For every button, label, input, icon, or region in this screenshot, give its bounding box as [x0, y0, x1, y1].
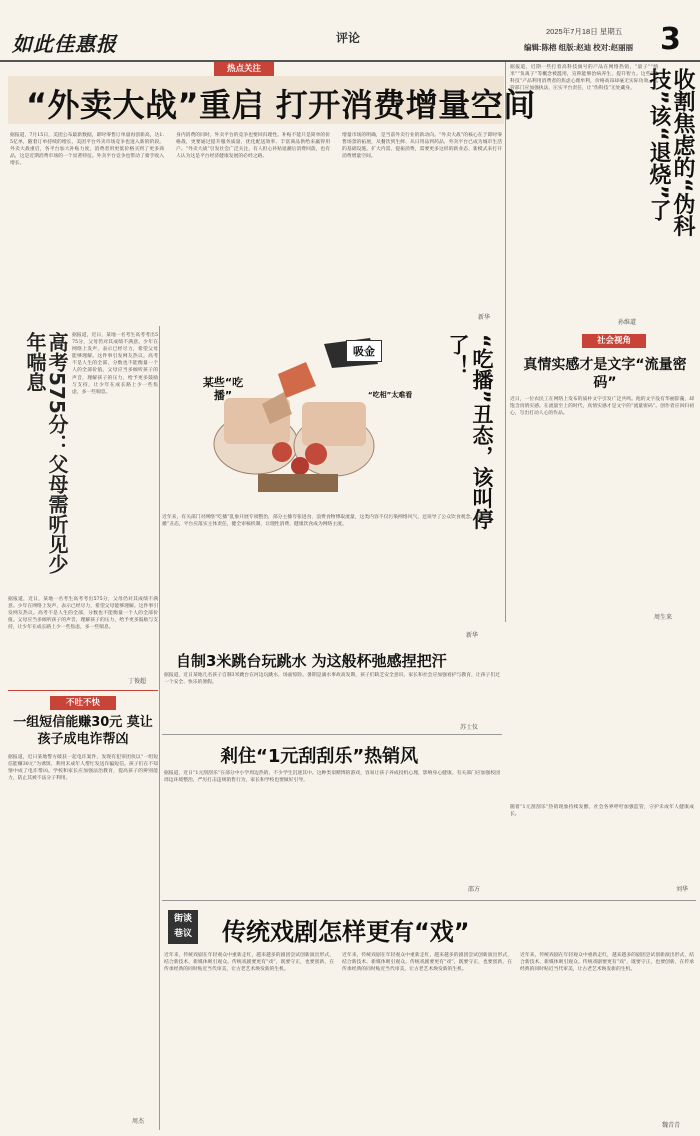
scratch-byline: 邵方 [468, 886, 481, 893]
fraud-top-rule [8, 690, 158, 691]
kicker-label: 热点关注 [226, 64, 261, 74]
scratch-top-rule [162, 734, 502, 735]
side-text: 据报道，近期一些打着高科技旗号的产品在网络热销，“量子”“纳米”“负离子”等概念被滥用，宣称能够治病养生、提升智力。这些“伪科技”产品利用消费者的焦虑心理牟利，价格高昂却毫无实际功效。监管部门应加强执法，压实平台责任，让“伪科技”无处藏身。 [510, 65, 658, 92]
side-column [508, 62, 696, 330]
page-number: 3 [660, 22, 681, 57]
opera-kicker [168, 910, 198, 944]
social-kicker: 社会视角 [582, 334, 646, 348]
jump-text: 据报道，近日某地几名孩子自制3米跳台在河边玩跳水，场面惊险。暑期是溺水事故高发期，孩子们缺乏安全意识，家长和社会应加强看护与教育，让孩子们过一个安全、快乐的暑假。 [164, 673, 500, 686]
opera-text-2: 近年来，传统戏剧在年轻观众中重新走红，越来越多的剧团尝试创新演出形式，结合新技术、新媒体吸引观众。传统戏剧要更有“戏”，既要守正，也要创新，在传承经典的同时贴近当代审美，让古老艺术焕发新的生机。 [342, 953, 512, 973]
gaokao-story [8, 326, 158, 686]
short-note-text: 随着“1元刮刮乐”热销现象持续发酵，社会各界呼吁加强监管，守护未成年人健康成长。 [510, 805, 694, 818]
cartoon-caption: 近年来，有关部门对网络“吃播”乱象开展专项整治，部分主播夸张进食、浪费食物博取流量，这类内容不仅污染网络风气，还误导了公众饮食观念。遏制“吃播”丑态，平台应落实主体责任，健全审核机制，让理性消费、健康饮食成为网络主流。 [162, 515, 492, 528]
gaokao-headline: 高考575分：父母需听见少年喘息 [23, 332, 69, 574]
opera-text-1: 近年来，传统戏剧在年轻观众中重新走红，越来越多的剧团尝试创新演出形式，结合新技术、新媒体吸引观众。传统戏剧要更有“戏”，既要守正，也要创新，在传承经典的同时贴近当代审美，让古老艺术焕发新的生机。 [164, 953, 334, 973]
lead-column-2: 身内消费的同时，外卖平台的竞争也要回归理性。补贴不能只是简单的价格战，更要通过提升服务质量、优化配送效率、丰富商品供给来赢得用户。“外卖大战”引发社会广泛关注，有人担心补贴退潮后消费回落，也有人认为这是平台经济健康发展的必经之路。 [176, 133, 330, 160]
cartoon-illustration [174, 334, 428, 506]
issue-date [546, 26, 622, 37]
cartoon-title: “吃播”丑态，该叫停了！ [446, 334, 494, 530]
section-name: 评论 [336, 31, 361, 45]
scratch-text: 据报道，近日“1元刮刮乐”在部分中小学周边热销，不少学生沉迷其中。这种类似赌博的游戏，容易让孩子养成投机心理，影响身心健康。有关部门应加强校园周边环境整治，严厉打击违规销售行为，家长和学校也要做好引导。 [164, 771, 500, 784]
cartoon-right-label: “吃相”太难看 [368, 391, 413, 399]
fraud-byline: 周杰 [132, 1118, 145, 1125]
gaokao-text: 据报道，近日，某地一名考生高考考出575分，父母仍对其成绩不满意。少年在网络上发声，表示已经尽力，希望父母能够理解。这件事引发网友热议。高考不是人生的全部，分数也不能衡量一个人的全部价值。父母应当多倾听孩子的声音，理解孩子的压力，给予更多鼓励与支持，让少年在成长路上少一些焦虑，多一些喘息。 [72, 333, 158, 395]
short-note-byline: 刘华 [676, 886, 689, 893]
kicker-box [214, 62, 274, 76]
date: 2025年7月18日 [546, 27, 598, 36]
lead-story [8, 62, 536, 324]
fraud-kicker: 不吐不快 [50, 696, 116, 710]
lead-byline: 新华 [478, 314, 491, 321]
jump-headline: 自制3米跳台玩跳水 为这般杯弛感捏把汗 [176, 652, 447, 670]
gaokao-text-continued: 据报道，近日，某地一名考生高考考出575分，父母仍对其成绩不满意。少年在网络上发声，表示已经尽力，希望父母能够理解。这件事引发网友热议。高考不是人生的全部，分数也不能衡量一个人的全部价值。父母应当多倾听孩子的声音，理解孩子的压力，给予更多鼓励与支持，让少年在成长路上少一些焦虑，多一些喘息。 [8, 597, 158, 631]
cartoon-bubble-label: 吸金 [346, 340, 382, 362]
side-headline: 收割焦虑的“伪科技”该“退烧”了 [646, 68, 695, 237]
opera-text-3: 近年来，传统戏剧在年轻观众中重新走红，越来越多的剧团尝试创新演出形式，结合新技术、新媒体吸引观众。传统戏剧要更有“戏”，既要守正，也要创新，在传承经典的同时贴近当代审美，让古老艺术焕发新的生机。 [520, 953, 694, 973]
opera-story [162, 900, 696, 1130]
left-divider [159, 326, 160, 1130]
fraud-headline: 一组短信能赚30元 莫让孩子成电诈帮凶 [13, 715, 153, 747]
lead-headline: “外卖大战”重启 打开消费增量空间 [26, 86, 536, 124]
gaokao-byline: 丁俊超 [128, 678, 147, 685]
masthead [0, 0, 700, 62]
weekday: 星期五 [599, 27, 623, 36]
editors-line: 编辑:陈榕 组版:赵迪 校对:赵丽丽 [524, 43, 634, 52]
scratch-headline: 剎住“1元刮刮乐”热销风 [220, 746, 419, 767]
jump-rope-story [162, 650, 502, 730]
opera-top-rule [162, 900, 696, 901]
scratch-story [162, 734, 502, 894]
cartoon-left-label: 某些“吃播” [202, 376, 244, 402]
social-text: 近日，一位农民工在网络上发布的质朴文字引发广泛共鸣。他的文字没有华丽辞藻，却饱含真情实感。在流量至上的时代，真情实感才是文字的“流量密码”。创作者应回归初心，写出打动人心的作品。 [510, 397, 694, 417]
side-byline: 孙维道 [618, 319, 637, 326]
opera-headline: 传统戏剧怎样更有“戏” [222, 918, 470, 946]
jump-byline: 苏士仪 [460, 724, 479, 731]
social-byline: 周生来 [654, 614, 673, 621]
side-divider [505, 62, 506, 622]
social-headline: 真情实感才是文字“流量密码” [523, 357, 687, 391]
fraud-text: 据报道，近日某地警方破获一起电诈案件，发现有犯罪团伙以“一组短信能赚30元”为诱饵，利用未成年人帮忙发送诈骗短信。孩子们在不知情中成了电诈帮凶。学校和家长应加强法治教育，提高孩子的辨别能力，防止其被不法分子利用。 [8, 755, 158, 782]
lead-column-3: 增量市场的明确，是当前外卖行业的新动向。“外卖大战”的核心在于即时零售场景的拓展，从餐饮到生鲜、从日用品到药品，外卖平台已成为城市生活的基础设施。扩大内需、提振消费，需要更多这样的新业态、新模式来打开消费增量空间。 [342, 133, 502, 160]
fraud-story [8, 690, 158, 1130]
short-note [508, 800, 696, 894]
cartoon-block [160, 326, 502, 648]
cartoon-byline: 新华 [466, 632, 479, 639]
opera-byline: 魏青青 [662, 1122, 681, 1129]
opera-kicker-line-2: 巷议 [173, 929, 192, 939]
social-story [508, 332, 696, 622]
lead-column-1: 据报道，7月15日，美团公布最新数据，即时零售订单量再创新高，达1.5亿单，随着订单持续的增长，美团平台外卖市场竞争也进入新的阶段。外卖大战重启，各平台加大补贴力度，消费者用更低价格买到了更多商品，这是近期消费市场的一个显著特征。外卖平台竞争也带动了骑手收入增长。 [10, 133, 164, 167]
opera-kicker-line-1: 街谈 [173, 914, 192, 924]
paper-name: 如此佳惠报 [12, 32, 117, 56]
